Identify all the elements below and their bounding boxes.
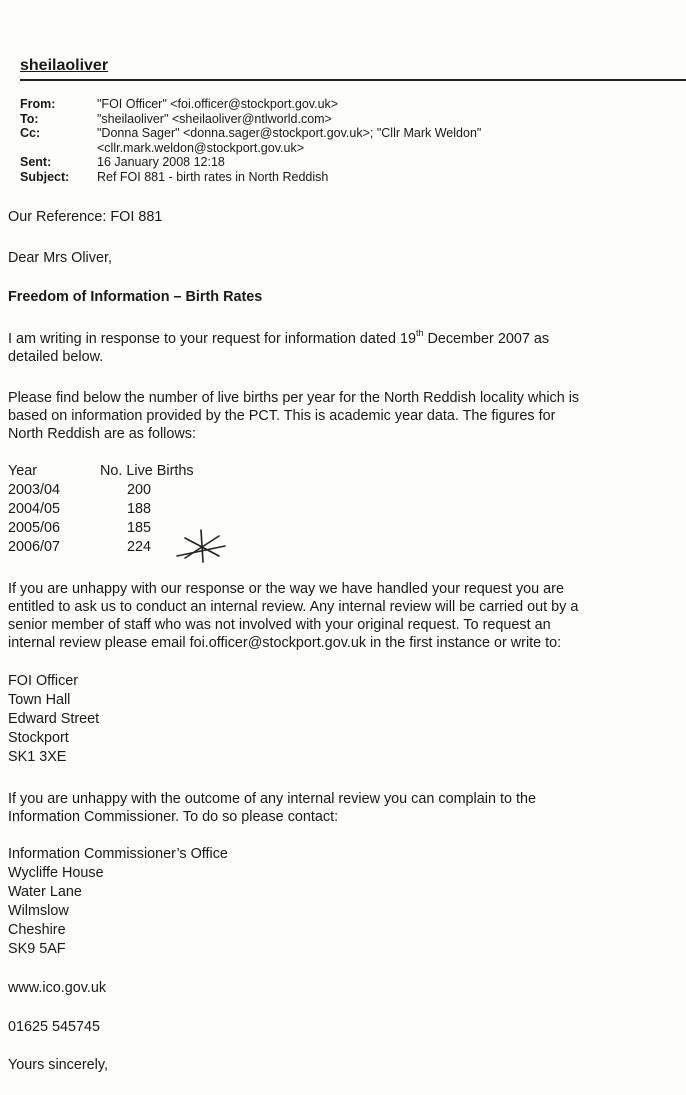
review-line-1: If you are unhappy with our response or the way we have handled your request you are <box>8 581 564 597</box>
address-line: Water Lane <box>8 884 82 900</box>
letter-heading: Freedom of Information – Birth Rates <box>8 289 263 305</box>
from-label: From: <box>20 97 56 111</box>
intro-line-1 <box>8 330 549 348</box>
commissioner-line-2: Information Commissioner. To do so please contact: <box>8 809 339 825</box>
sent-row <box>20 155 481 170</box>
email-header <box>20 97 481 184</box>
cc-label: Cc: <box>20 126 41 140</box>
from-row <box>20 97 481 112</box>
to-row <box>20 112 481 127</box>
address-line: Wilmslow <box>8 903 69 919</box>
review-line-2: entitled to ask us to conduct an internal review. Any internal review will be carried out by a <box>8 599 579 615</box>
address-line: SK1 3XE <box>8 749 67 765</box>
address-line: Stockport <box>8 730 69 746</box>
to-value: "sheilaoliver" <sheilaoliver@ntlworld.com> <box>97 111 332 126</box>
sent-label: Sent: <box>20 155 52 169</box>
row-year: 2005/06 <box>8 520 61 536</box>
header-divider <box>20 79 686 81</box>
row-births: 224 <box>127 539 152 555</box>
row-year: 2003/04 <box>8 482 61 498</box>
address-line: SK9 5AF <box>8 941 66 957</box>
handwritten-asterisk-mark <box>173 526 229 566</box>
row-year: 2006/07 <box>8 539 61 555</box>
ico-phone: 01625 545745 <box>8 1019 101 1035</box>
address-line: FOI Officer <box>8 673 79 689</box>
ico-website: www.ico.gov.uk <box>8 980 107 996</box>
commissioner-line-1: If you are unhappy with the outcome of any internal review you can complain to the <box>8 791 536 807</box>
row-year: 2004/05 <box>8 501 61 517</box>
to-label: To: <box>20 111 39 126</box>
header-year: Year <box>8 463 38 479</box>
sent-value: 16 January 2008 12:18 <box>97 155 225 169</box>
cc-value-2: <cllr.mark.weldon@stockport.gov.uk> <box>97 140 304 155</box>
intro-line-1-b: December 2007 as <box>423 331 550 347</box>
subject-label: Subject: <box>20 169 70 184</box>
reference-line: Our Reference: FOI 881 <box>8 209 163 225</box>
births-table-header <box>8 462 210 481</box>
table-row <box>8 481 210 500</box>
intro-line-2: detailed below. <box>8 349 104 365</box>
row-births: 185 <box>127 520 152 536</box>
from-value: "FOI Officer" <foi.officer@stockport.gov.uk> <box>97 97 339 111</box>
address-line: Town Hall <box>8 692 71 708</box>
para2-line-2: based on information provided by the PCT. This is academic year data. The figures for <box>8 408 556 424</box>
row-births: 200 <box>127 482 152 498</box>
row-births: 188 <box>127 501 152 517</box>
subject-row <box>20 170 481 185</box>
sender-name: sheilaoliver <box>20 57 109 74</box>
cc-value-1: "Donna Sager" <donna.sager@stockport.gov.uk>; "Cllr Mark Weldon" <box>97 126 482 140</box>
address-line: Wycliffe House <box>8 865 104 881</box>
address-line: Cheshire <box>8 922 66 938</box>
intro-line-1-a: I am writing in response to your request for information dated 19 <box>8 331 416 347</box>
para2-line-1: Please find below the number of live births per year for the North Reddish locality which is <box>8 390 580 406</box>
ico-address <box>8 845 228 959</box>
foi-address <box>8 672 99 767</box>
salutation: Dear Mrs Oliver, <box>8 250 112 266</box>
cc-row <box>20 126 481 141</box>
subject-value: Ref FOI 881 - birth rates in North Reddish <box>97 169 329 184</box>
header-births: No. Live Births <box>100 463 194 479</box>
intro-line-1-sup: th <box>415 328 424 339</box>
table-row <box>8 500 210 519</box>
review-line-4: internal review please email foi.officer@stockport.gov.uk in the first instance or write to: <box>8 635 562 651</box>
cc-row-continued <box>20 141 481 156</box>
address-line: Information Commissioner’s Office <box>8 846 228 862</box>
para2-line-3: North Reddish are as follows: <box>8 426 196 442</box>
closing: Yours sincerely, <box>8 1057 108 1073</box>
address-line: Edward Street <box>8 711 100 727</box>
review-line-3: senior member of staff who was not involved with your original request. To request an <box>8 617 551 633</box>
